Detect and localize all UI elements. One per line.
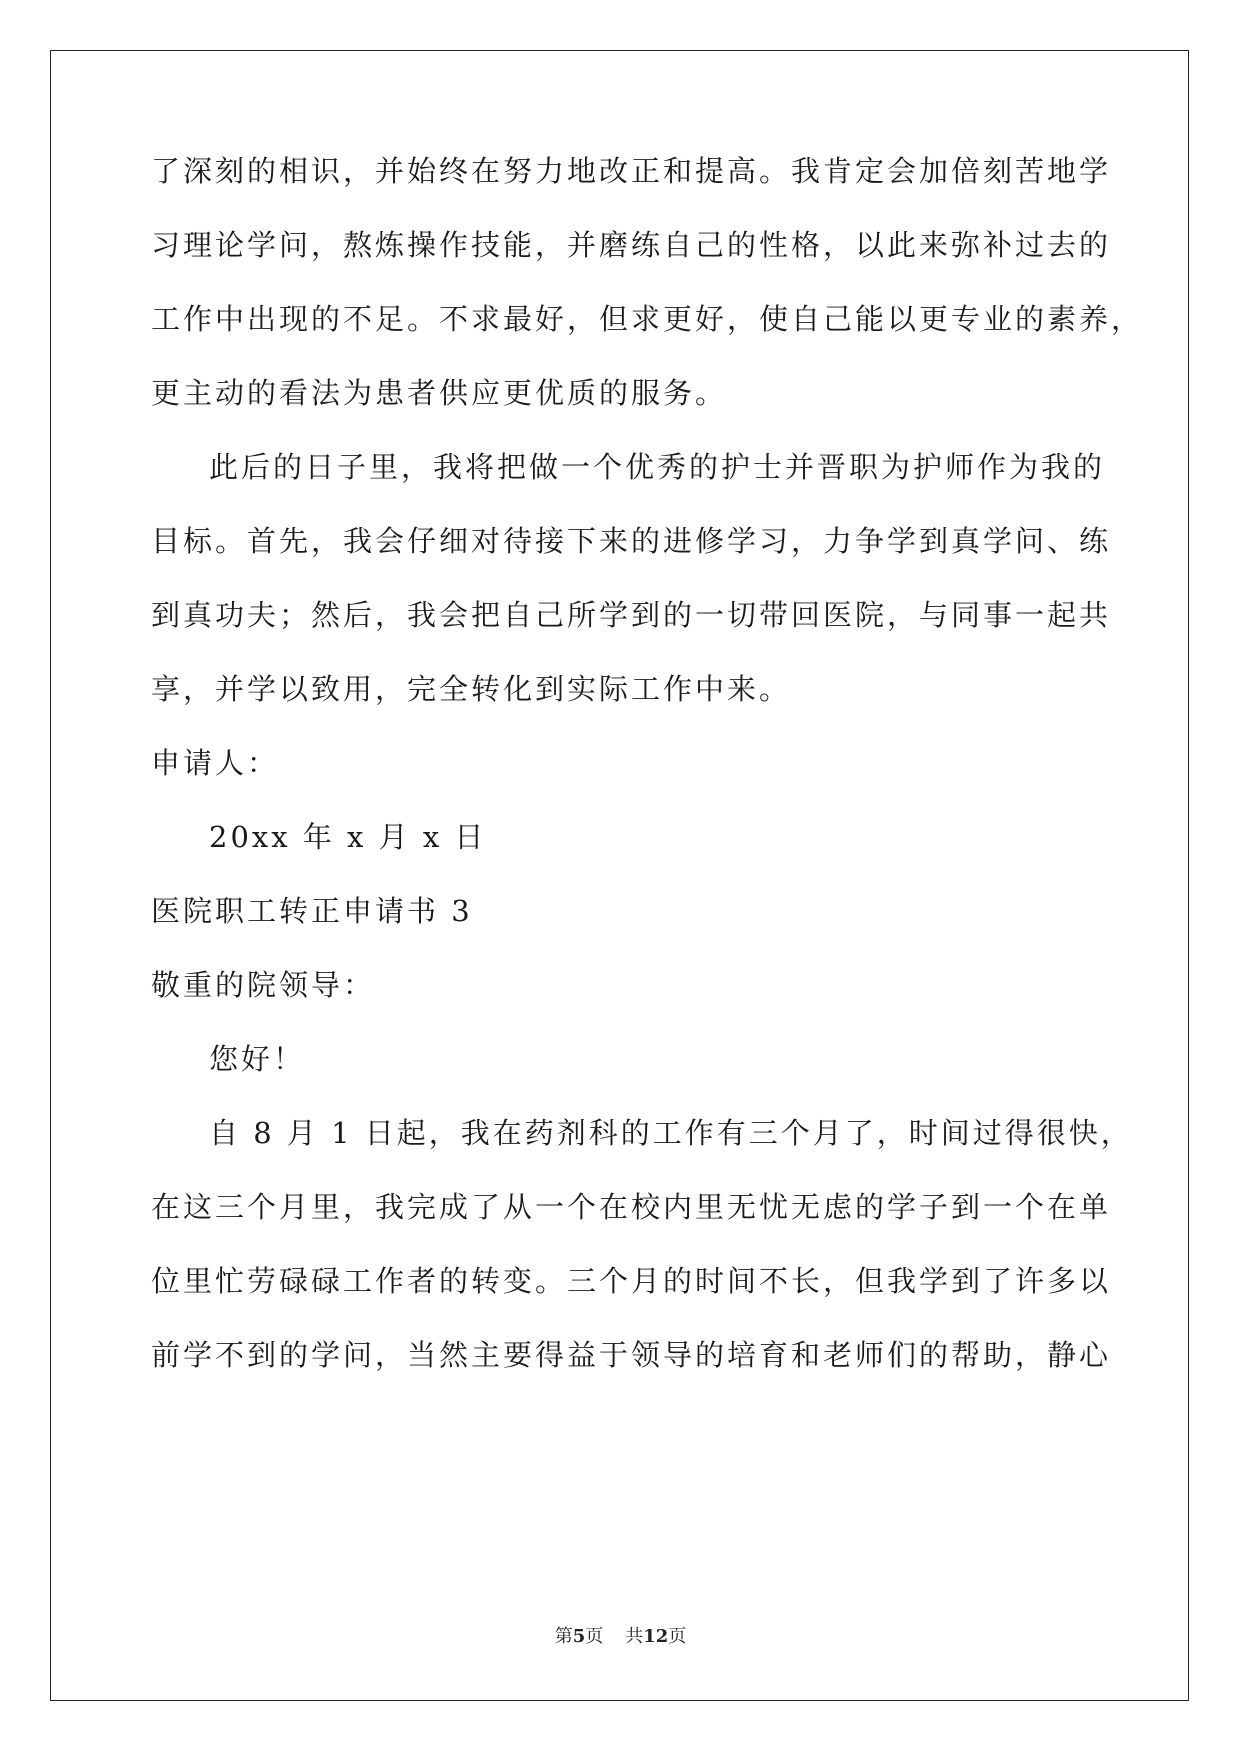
paragraph-line: 享，并学以致用，完全转化到实际工作中来。 [151, 672, 792, 706]
greeting: 您好！ [209, 1042, 306, 1076]
page-border [50, 50, 1189, 1701]
signature-date: 20xx 年 x 月 x 日 [209, 820, 487, 854]
paragraph-line: 此后的日子里，我将把做一个优秀的护士并晋职为护师作为我的 [209, 450, 1106, 484]
page-total: 12 [643, 1626, 669, 1647]
paragraph-line: 前学不到的学问，当然主要得益于领导的培育和老师们的帮助，静心 [151, 1338, 1112, 1372]
paragraph-line: 位里忙劳碌碌工作者的转变。三个月的时间不长，但我学到了许多以 [151, 1264, 1112, 1298]
paragraph-line: 了深刻的相识，并始终在努力地改正和提高。我肯定会加倍刻苦地学 [151, 154, 1112, 188]
total-prefix: 共 [625, 1626, 644, 1647]
salutation: 敬重的院领导： [151, 968, 376, 1002]
total-unit: 页 [668, 1626, 687, 1647]
paragraph-line: 到真功夫；然后，我会把自己所学到的一切带回医院，与同事一起共 [151, 598, 1112, 632]
section-title: 医院职工转正申请书 3 [151, 894, 473, 928]
applicant-label: 申请人： [151, 746, 280, 780]
paragraph-line: 自 8 月 1 日起，我在药剂科的工作有三个月了，时间过得很快， [209, 1116, 1133, 1150]
paragraph-line: 在这三个月里，我完成了从一个在校内里无忧无虑的学子到一个在单 [151, 1190, 1112, 1224]
paragraph-line: 目标。首先，我会仔细对待接下来的进修学习，力争学到真学问、练 [151, 524, 1112, 558]
page-unit: 页 [585, 1626, 604, 1647]
page-indicator [0, 1625, 1241, 1649]
page-current: 5 [572, 1626, 586, 1647]
paragraph-line: 工作中出现的不足。不求最好，但求更好，使自己能以更专业的素养， [151, 302, 1144, 336]
paragraph-line: 习理论学问，熬炼操作技能，并磨练自己的性格，以此来弥补过去的 [151, 228, 1112, 262]
page-prefix: 第 [554, 1626, 573, 1647]
paragraph-line: 更主动的看法为患者供应更优质的服务。 [151, 376, 728, 410]
